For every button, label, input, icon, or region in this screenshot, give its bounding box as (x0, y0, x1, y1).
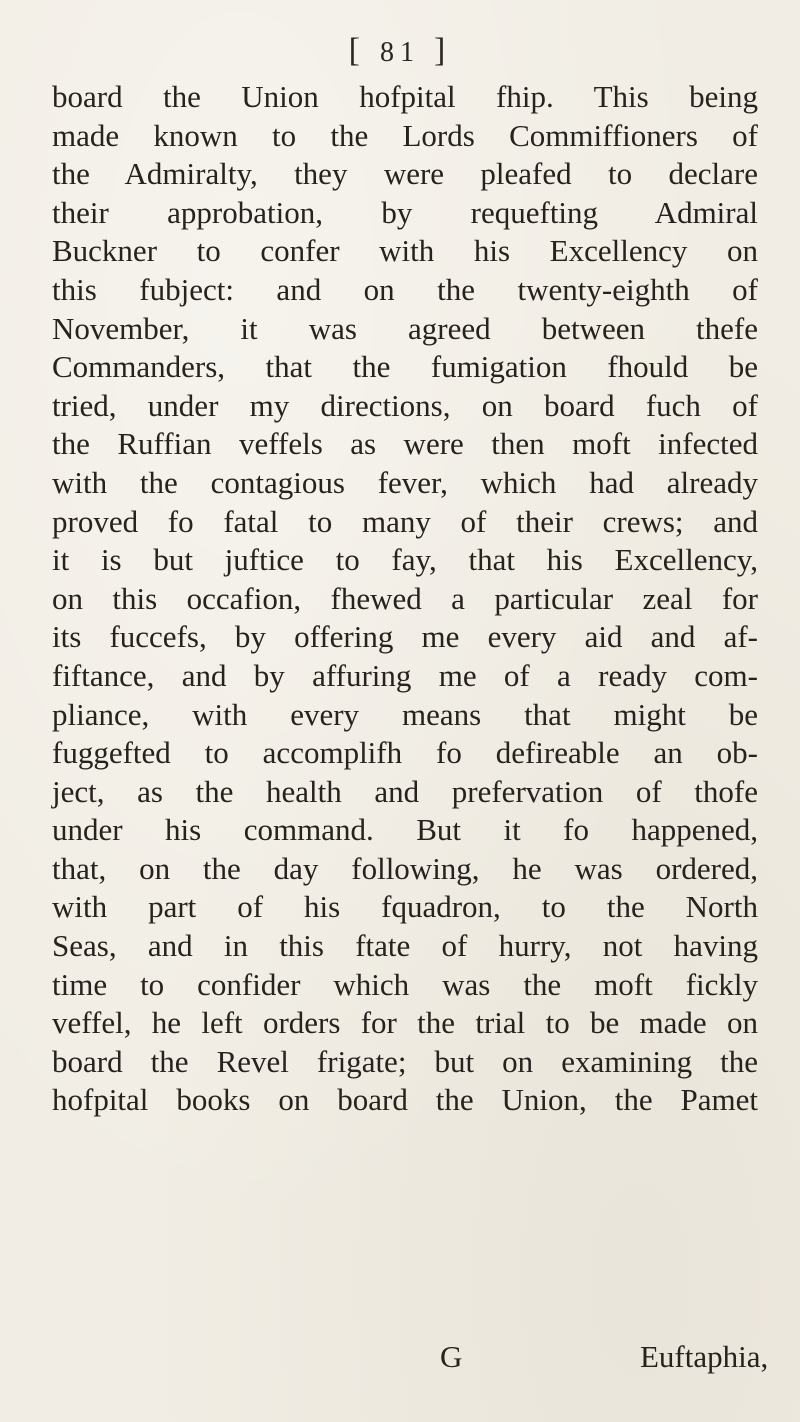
text-line: veffel, he left orders for the trial to be made on (52, 1005, 758, 1041)
text-line: it is but juftice to fay, that his Excellency, (52, 542, 758, 578)
text-line: fiftance, and by affuring me of a ready com- (52, 657, 758, 693)
text-line: proved fo fatal to many of their crews; and (52, 503, 758, 539)
text-line: with part of his fquadron, to the North (52, 889, 758, 925)
text-line: board the Union hofpital fhip. This being (52, 79, 758, 114)
text-line: Seas, and in this ftate of hurry, not having (52, 928, 758, 964)
page-footer (0, 1339, 800, 1379)
text-line: Commanders, that the fumigation fhould be (52, 349, 758, 385)
text-line: November, it was agreed between thefe (52, 310, 758, 346)
text-line: under his command. But it fo happened, (52, 812, 758, 848)
catchword: Euftaphia, (640, 1339, 769, 1374)
text-line: made known to the Lords Commiffioners of (52, 117, 758, 153)
text-line: the Admiralty, they were pleafed to declare (52, 156, 758, 192)
page-number: 81 (380, 37, 420, 68)
text-line: its fuccefs, by offering me every aid and af- (52, 619, 758, 655)
text-line: ject, as the health and prefervation of thofe (52, 773, 758, 809)
page-header (0, 32, 800, 70)
signature-mark: G (440, 1339, 463, 1374)
text-line: that, on the day following, he was ordered, (52, 850, 758, 886)
text-line: hofpital books on board the Union, the Pamet (52, 1082, 758, 1118)
text-line: their approbation, by requefting Admiral (52, 194, 758, 230)
text-line: this fubject: and on the twenty-eighth of (52, 271, 758, 307)
text-line: fuggefted to accomplifh fo defireable an ob- (52, 735, 758, 771)
text-line: Buckner to confer with his Excellency on (52, 233, 758, 269)
text-line: pliance, with every means that might be (52, 696, 758, 732)
header-close-bracket: ] (434, 32, 452, 69)
text-line: the Ruffian veffels as were then moft infected (52, 426, 758, 462)
header-open-bracket: [ (348, 32, 366, 69)
text-line: time to confider which was the moft fickly (52, 966, 758, 1002)
text-line: with the contagious fever, which had already (52, 464, 758, 500)
text-line: tried, under my directions, on board fuch of (52, 387, 758, 423)
text-line: on this occafion, fhewed a particular zeal for (52, 580, 758, 616)
body-text (52, 78, 758, 1120)
text-line: board the Revel frigate; but on examining the (52, 1043, 758, 1079)
